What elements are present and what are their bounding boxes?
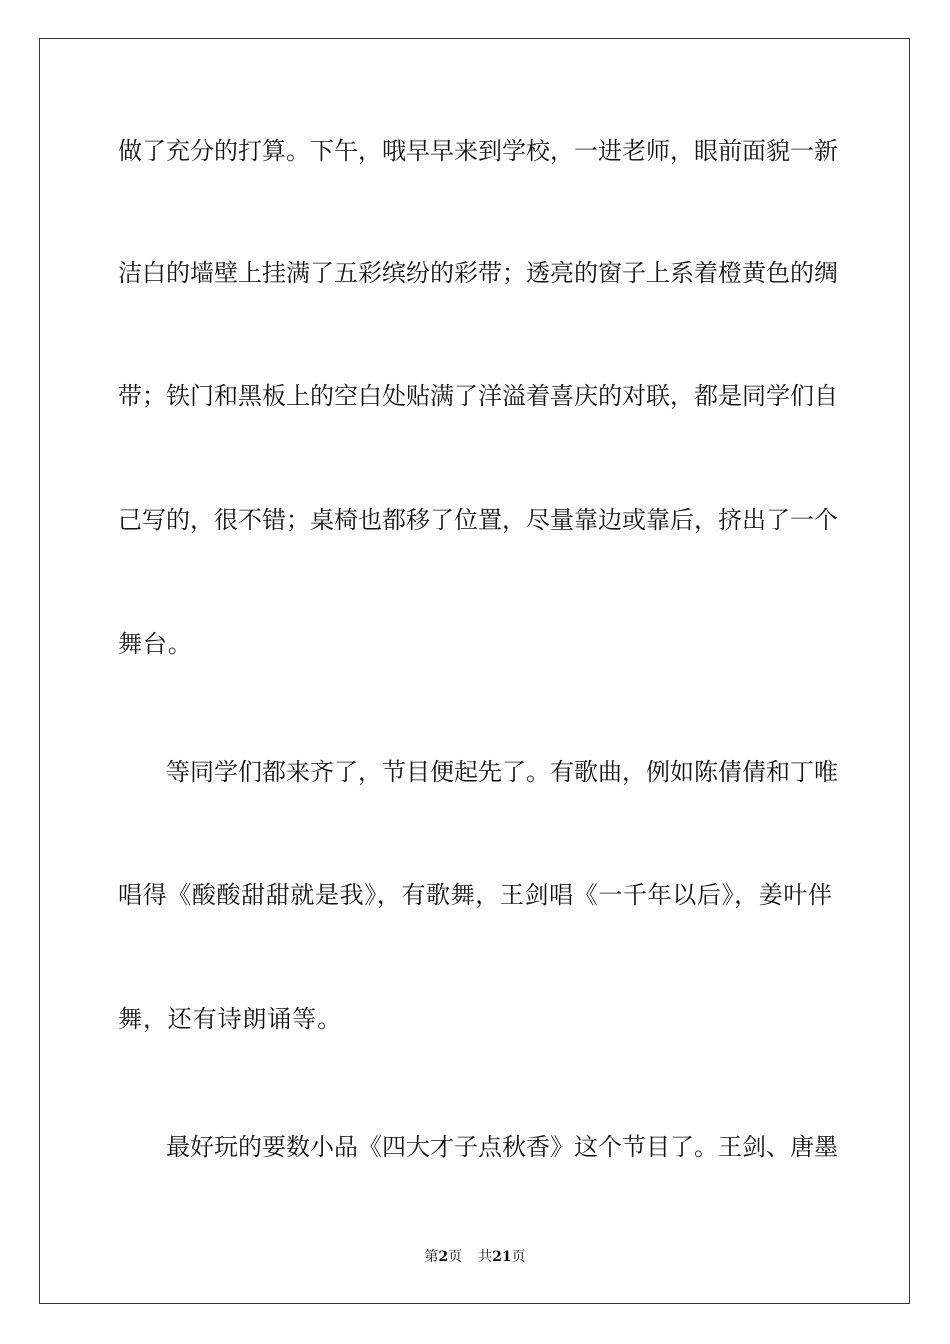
text-line-4: 己写的，很不错；桌椅也都移了位置，尽量靠边或靠后，挤出了一个: [118, 506, 838, 534]
page-border: [39, 38, 910, 1304]
paragraph-2-line-2: 唱得《酸酸甜甜就是我》，有歌舞，王剑唱《一千年以后》，姜叶伴: [118, 881, 832, 909]
text-line-5: 舞台。: [118, 630, 193, 658]
text-line-3: 带；铁门和黑板上的空白处贴满了洋溢着喜庆的对联，都是同学们自: [118, 382, 838, 410]
footer-page-number: 2: [438, 1249, 449, 1265]
footer-page-prefix: 第: [424, 1249, 439, 1265]
paragraph-2-line-3: 舞，还有诗朗诵等。: [118, 1005, 343, 1033]
paragraph-3-line-1: 最好玩的要数小品《四大才子点秋香》这个节目了。王剑、唐墨: [166, 1133, 838, 1161]
text-line-1: 做了充分的打算。下午，哦早早来到学校，一进老师，眼前面貌一新: [118, 137, 838, 165]
page-footer: [0, 1248, 950, 1266]
footer-page-suffix: 页: [448, 1249, 463, 1265]
footer-total-suffix: 页: [511, 1249, 526, 1265]
footer-total-prefix: 共: [478, 1249, 493, 1265]
footer-total-number: 21: [492, 1249, 512, 1265]
paragraph-2-line-1: 等同学们都来齐了，节目便起先了。有歌曲，例如陈倩倩和丁唯: [166, 758, 838, 786]
text-line-2: 洁白的墙壁上挂满了五彩缤纷的彩带；透亮的窗子上系着橙黄色的绸: [118, 259, 838, 287]
